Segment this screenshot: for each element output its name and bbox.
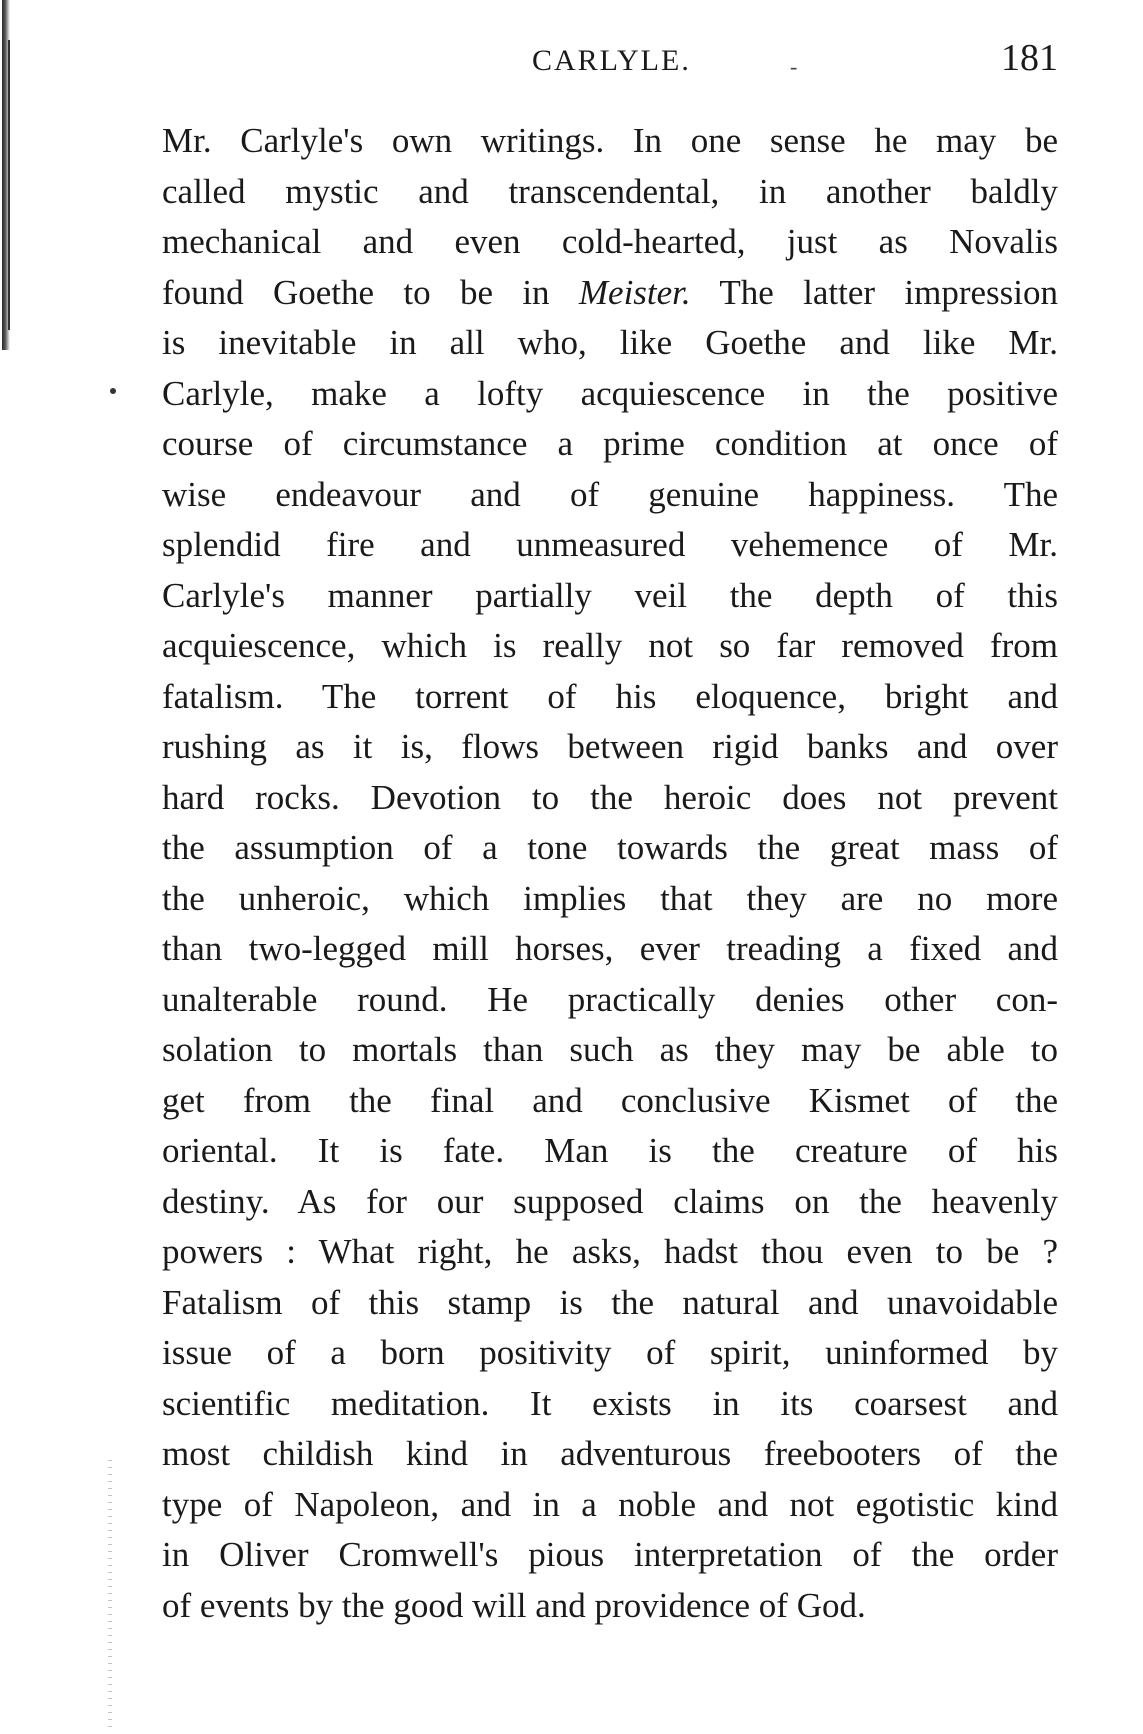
page-header	[162, 36, 1058, 86]
text-line: destiny. As for our supposed claims on the heavenly	[162, 1181, 1058, 1221]
stray-mark: -	[790, 54, 798, 79]
text-line: powers : What right, he asks, hadst thou even to be ?	[162, 1232, 1058, 1271]
text-line: Mr. Carlyle's own writings. In one sense he may be	[162, 121, 1058, 160]
page-number: 181	[1001, 37, 1058, 79]
text-line: Carlyle's manner partially veil the depth of this	[162, 575, 1058, 615]
italic-title: Meister.	[578, 272, 691, 312]
text-line: unalterable round. He practically denies other con-	[162, 979, 1058, 1019]
text-line: scientific meditation. It exists in its coarsest and	[162, 1383, 1058, 1423]
gutter-speckles	[108, 1460, 112, 1730]
text-line: called mystic and transcendental, in another baldly	[162, 171, 1058, 211]
text-line: most childish kind in adventurous freebooters of the	[162, 1434, 1058, 1473]
binding-line	[8, 40, 10, 330]
text-line: than two-legged mill horses, ever treading a fixed and	[162, 929, 1058, 968]
text-segment: The latter impression	[690, 272, 1058, 312]
running-head: CARLYLE.	[532, 44, 691, 77]
text-line: splendid fire and unmeasured vehemence of Mr.	[162, 525, 1058, 564]
text-line: the unheroic, which implies that they are no more	[162, 878, 1058, 918]
text-line: in Oliver Cromwell's pious interpretation of the order	[162, 1535, 1058, 1574]
text-line: solation to mortals than such as they may be able to	[162, 1030, 1058, 1069]
text-line	[162, 268, 1058, 319]
text-line: is inevitable in all who, like Goethe and like Mr.	[162, 323, 1058, 362]
body-text	[162, 116, 1058, 1631]
text-line: wise endeavour and of genuine happiness. The	[162, 474, 1058, 514]
text-line: mechanical and even cold-hearted, just as Novalis	[162, 222, 1058, 261]
text-line: of events by the good will and providence of God.	[162, 1585, 866, 1625]
text-line: rushing as it is, flows between rigid banks and over	[162, 727, 1058, 766]
text-line: type of Napoleon, and in a noble and not egotistic kind	[162, 1484, 1058, 1524]
text-line: issue of a born positivity of spirit, uninformed by	[162, 1333, 1058, 1372]
text-line: oriental. It is fate. Man is the creature of his	[162, 1131, 1058, 1170]
text-line: hard rocks. Devotion to the heroic does not prevent	[162, 777, 1058, 817]
text-line: the assumption of a tone towards the great mass of	[162, 828, 1058, 867]
text-line: Fatalism of this stamp is the natural and unavoidable	[162, 1282, 1058, 1322]
text-line: Carlyle, make a lofty acquiescence in the positive	[162, 373, 1058, 413]
text-line: course of circumstance a prime condition at once of	[162, 424, 1058, 463]
text-line: get from the final and conclusive Kismet of the	[162, 1080, 1058, 1120]
margin-dot	[110, 388, 116, 394]
text-line: fatalism. The torrent of his eloquence, bright and	[162, 676, 1058, 716]
text-line: acquiescence, which is really not so far removed from	[162, 626, 1058, 665]
text-segment: found Goethe to be in	[162, 272, 579, 312]
